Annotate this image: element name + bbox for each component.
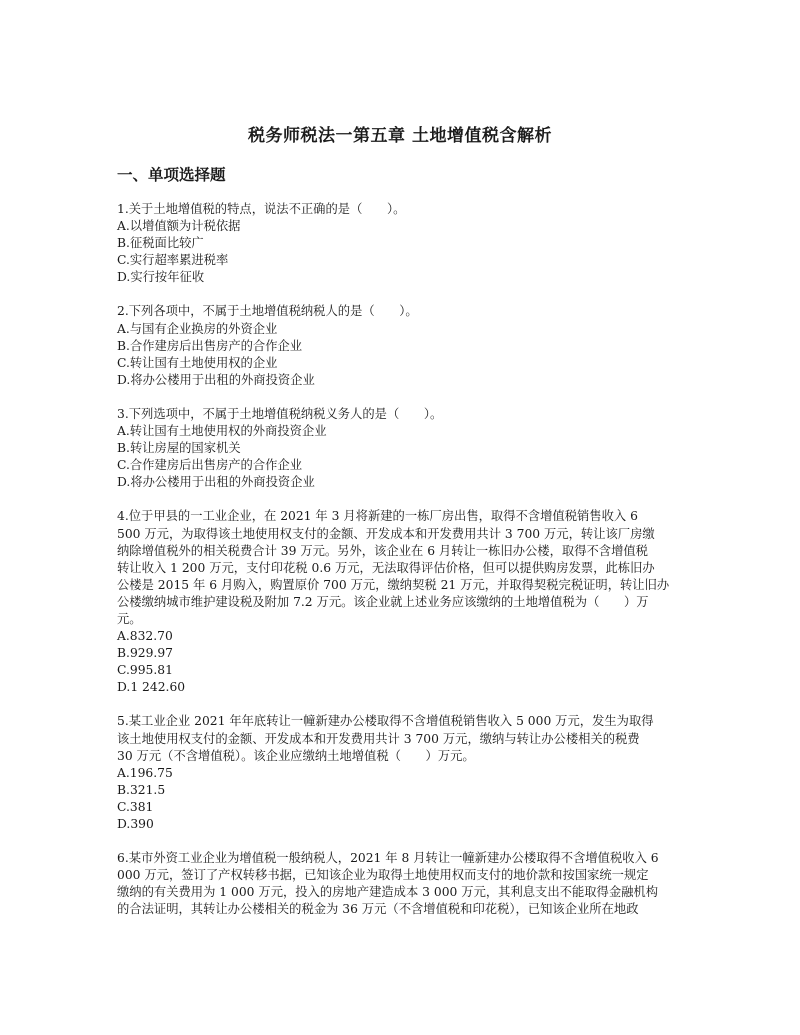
- question-stem-line: 500 万元，为取得该土地使用权支付的金额、开发成本和开发费用共计 3 700 万元，转让该厂房缴: [117, 526, 655, 541]
- question-stem-line: 5.某工业企业 2021 年年底转让一幢新建办公楼取得不含增值税销售收入 5 000 万元，发生为取得: [117, 714, 654, 729]
- question-stem-line: 该土地使用权支付的金额、开发成本和开发费用共计 3 700 万元，缴纳与转让办公楼相关的税费: [117, 731, 640, 746]
- question-stem-line: 30 万元（不含增值税）。该企业应缴纳土地增值税（ ）万元。: [117, 748, 475, 763]
- question-stem-line: 6.某市外资工业企业为增值税一般纳税人，2021 年 8 月转让一幢新建办公楼取得不含增值税收入 6: [117, 851, 659, 866]
- question-stem: [117, 406, 685, 423]
- answer-option: D.390: [117, 817, 154, 831]
- section-heading: 一、单项选择题: [117, 166, 226, 184]
- answer-option: C.381: [117, 799, 154, 814]
- question-3: [117, 406, 685, 491]
- question-stem-line: 3.下列选项中，不属于土地增值税纳税义务人的是（ ）。: [117, 406, 443, 421]
- question-stem-line: 纳除增值税外的相关税费合计 39 万元。另外，该企业在 6 月转让一栋旧办公楼，取得不含增值税: [117, 543, 648, 558]
- question-stem: [117, 303, 685, 320]
- answer-option: A.196.75: [117, 765, 173, 780]
- question-stem: [117, 508, 685, 628]
- answer-option: A.转让国有土地使用权的外商投资企业: [117, 424, 327, 439]
- answer-option: B.321.5: [117, 782, 166, 797]
- question-stem: [117, 850, 685, 918]
- question-4: [117, 508, 685, 696]
- question-2: [117, 303, 685, 388]
- answer-option: A.与国有企业换房的外资企业: [117, 321, 278, 336]
- question-stem-line: 2.下列各项中，不属于土地增值税纳税人的是（ ）。: [117, 304, 418, 319]
- answer-option: D.将办公楼用于出租的外商投资企业: [117, 372, 315, 387]
- question-stem-line: 缴纳的有关费用为 1 000 万元，投入的房地产建造成本 3 000 万元，其利息支出不能取得金融机构: [117, 885, 659, 900]
- question-stem-line: 公楼缴纳城市维护建设税及附加 7.2 万元。该企业就上述业务应该缴纳的土地增值税为（ ）万: [117, 594, 649, 609]
- answer-option: B.合作建房后出售房产的合作企业: [117, 338, 303, 353]
- answer-option: B.转让房屋的国家机关: [117, 441, 241, 456]
- question-stem-line: 的合法证明，其转让办公楼相关的税金为 36 万元（不含增值税和印花税），已知该企业所在地政: [117, 902, 639, 917]
- answer-option: C.转让国有土地使用权的企业: [117, 355, 278, 370]
- question-stem-line: 1.关于土地增值税的特点，说法不正确的是（ ）。: [117, 202, 406, 216]
- answer-option: D.将办公楼用于出租的外商投资企业: [117, 475, 315, 490]
- question-5: [117, 713, 685, 833]
- question-stem: [117, 713, 685, 764]
- question-6: [117, 850, 685, 918]
- question-stem-line: 转让收入 1 200 万元，支付印花税 0.6 万元，无法取得评估价格，但可以提供购房发票，此栋旧办: [117, 560, 655, 575]
- question-list: [117, 201, 685, 935]
- document-title: 税务师税法一第五章 土地增值税含解析: [248, 126, 552, 146]
- question-stem: [117, 201, 685, 218]
- question-stem-line: 元。: [117, 611, 142, 626]
- answer-option: A.以增值额为计税依据: [117, 219, 241, 234]
- answer-option: A.832.70: [117, 629, 173, 644]
- answer-option: B.929.97: [117, 646, 173, 661]
- question-stem-line: 000 万元，签订了产权转移书据，已知该企业为取得土地使用权而支付的地价款和按国家统一规定: [117, 868, 649, 883]
- answer-option: B.征税面比较广: [117, 236, 204, 251]
- question-stem-line: 公楼是 2015 年 6 月购入，购置原价 700 万元，缴纳契税 21 万元，并取得契税完税证明，转让旧办: [117, 577, 670, 592]
- answer-option: D.1 242.60: [117, 680, 186, 695]
- answer-option: C.995.81: [117, 663, 173, 678]
- question-1: [117, 201, 685, 286]
- answer-option: D.实行按年征收: [117, 270, 205, 285]
- answer-option: C.实行超率累进税率: [117, 253, 229, 268]
- answer-option: C.合作建房后出售房产的合作企业: [117, 458, 303, 473]
- question-stem-line: 4.位于甲县的一工业企业，在 2021 年 3 月将新建的一栋厂房出售，取得不含增值税销售收入 6: [117, 509, 638, 524]
